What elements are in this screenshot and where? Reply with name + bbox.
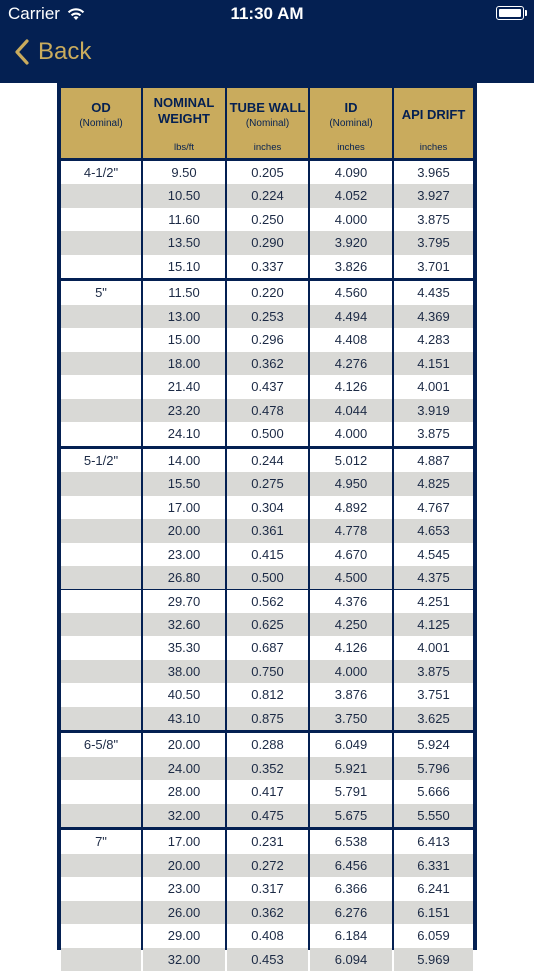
table-cell: 6.184	[310, 924, 392, 947]
table-cell: 24.00	[143, 757, 225, 780]
table-cell: 3.965	[394, 161, 473, 184]
table-cell: 0.417	[227, 780, 308, 803]
table-cell: 3.826	[310, 255, 392, 278]
table-cell: 6.456	[310, 854, 392, 877]
cell-od	[61, 328, 141, 351]
battery-icon	[496, 6, 524, 20]
cell-od	[61, 543, 141, 566]
table-cell: 32.00	[143, 804, 225, 827]
table-cell: 0.625	[227, 613, 308, 636]
table-cell: 4.126	[310, 636, 392, 659]
table-cell: 0.437	[227, 375, 308, 398]
table-row	[57, 707, 477, 730]
table-row	[57, 590, 477, 613]
table-cell: 0.875	[227, 707, 308, 730]
table-cell: 0.687	[227, 636, 308, 659]
cell-od: 7"	[61, 830, 141, 853]
table-row	[57, 877, 477, 900]
cell-od	[61, 231, 141, 254]
table-cell: 4.408	[310, 328, 392, 351]
table-cell: 0.288	[227, 733, 308, 756]
table-cell: 0.231	[227, 830, 308, 853]
table-row	[57, 449, 477, 472]
table-cell: 0.500	[227, 422, 308, 445]
cell-od	[61, 780, 141, 803]
table-cell: 11.60	[143, 208, 225, 231]
table-cell: 5.969	[394, 948, 473, 971]
table-cell: 0.415	[227, 543, 308, 566]
table-cell: 3.750	[310, 707, 392, 730]
table-row	[57, 161, 477, 184]
table-cell: 6.413	[394, 830, 473, 853]
table-cell: 6.241	[394, 877, 473, 900]
table-cell: 4.283	[394, 328, 473, 351]
table-cell: 4.044	[310, 399, 392, 422]
cell-od: 6-5/8"	[61, 733, 141, 756]
table-cell: 4.250	[310, 613, 392, 636]
table-cell: 6.094	[310, 948, 392, 971]
table-cell: 4.500	[310, 566, 392, 589]
table-cell: 6.151	[394, 901, 473, 924]
cell-od	[61, 707, 141, 730]
table-cell: 0.317	[227, 877, 308, 900]
table-cell: 4.494	[310, 305, 392, 328]
table-row	[57, 472, 477, 495]
table-row	[57, 948, 477, 971]
table-cell: 24.10	[143, 422, 225, 445]
table-cell: 4.778	[310, 519, 392, 542]
table-cell: 3.701	[394, 255, 473, 278]
table-cell: 4.251	[394, 590, 473, 613]
table-cell: 0.290	[227, 231, 308, 254]
table-row	[57, 660, 477, 683]
table-cell: 4.545	[394, 543, 473, 566]
table-cell: 0.453	[227, 948, 308, 971]
cell-od	[61, 948, 141, 971]
table-cell: 5.924	[394, 733, 473, 756]
table-cell: 4.001	[394, 375, 473, 398]
table-row	[57, 804, 477, 827]
table-cell: 6.538	[310, 830, 392, 853]
table-cell: 0.352	[227, 757, 308, 780]
table-cell: 4.000	[310, 660, 392, 683]
table-cell: 0.478	[227, 399, 308, 422]
table-cell: 0.408	[227, 924, 308, 947]
table-cell: 5.796	[394, 757, 473, 780]
navigation-bar	[0, 0, 534, 83]
table-header	[57, 83, 477, 161]
cell-od: 5-1/2"	[61, 449, 141, 472]
header-id: ID (Nominal) inches	[310, 88, 392, 158]
table-cell: 6.366	[310, 877, 392, 900]
table-cell: 5.550	[394, 804, 473, 827]
table-cell: 10.50	[143, 184, 225, 207]
table-cell: 5.675	[310, 804, 392, 827]
table-cell: 5.012	[310, 449, 392, 472]
table-row	[57, 830, 477, 853]
cell-od	[61, 683, 141, 706]
cell-od	[61, 877, 141, 900]
table-cell: 3.875	[394, 660, 473, 683]
cell-od	[61, 613, 141, 636]
table-cell: 40.50	[143, 683, 225, 706]
table-cell: 11.50	[143, 281, 225, 304]
table-cell: 0.205	[227, 161, 308, 184]
table-cell: 5.921	[310, 757, 392, 780]
cell-od	[61, 924, 141, 947]
table-cell: 17.00	[143, 496, 225, 519]
table-cell: 14.00	[143, 449, 225, 472]
header-tube-wall: TUBE WALL (Nominal) inches	[227, 88, 308, 158]
table-cell: 4.000	[310, 422, 392, 445]
table-cell: 4.950	[310, 472, 392, 495]
table-cell: 4.151	[394, 352, 473, 375]
cell-od	[61, 590, 141, 613]
table-row	[57, 613, 477, 636]
table-cell: 3.875	[394, 208, 473, 231]
cell-od	[61, 255, 141, 278]
table-cell: 20.00	[143, 733, 225, 756]
table-row	[57, 519, 477, 542]
table-cell: 23.20	[143, 399, 225, 422]
table-cell: 4.126	[310, 375, 392, 398]
table-cell: 3.795	[394, 231, 473, 254]
table-cell: 29.00	[143, 924, 225, 947]
table-cell: 6.049	[310, 733, 392, 756]
header-od: OD (Nominal)	[61, 88, 141, 158]
table-row	[57, 854, 477, 877]
table-cell: 23.00	[143, 543, 225, 566]
table-cell: 3.919	[394, 399, 473, 422]
table-cell: 4.369	[394, 305, 473, 328]
header-nominal-weight: NOMINAL WEIGHT lbs/ft	[143, 88, 225, 158]
table-row	[57, 780, 477, 803]
table-cell: 17.00	[143, 830, 225, 853]
table-cell: 29.70	[143, 590, 225, 613]
back-label: Back	[38, 38, 92, 65]
cell-od	[61, 184, 141, 207]
cell-od	[61, 422, 141, 445]
table-cell: 32.00	[143, 948, 225, 971]
table-cell: 0.500	[227, 566, 308, 589]
table-cell: 21.40	[143, 375, 225, 398]
table-cell: 4.435	[394, 281, 473, 304]
table-cell: 3.876	[310, 683, 392, 706]
table-cell: 3.625	[394, 707, 473, 730]
table-row	[57, 757, 477, 780]
table-cell: 0.337	[227, 255, 308, 278]
table-cell: 18.00	[143, 352, 225, 375]
table-cell: 4.560	[310, 281, 392, 304]
cell-od	[61, 660, 141, 683]
table-row	[57, 208, 477, 231]
table-row	[57, 281, 477, 304]
cell-od	[61, 399, 141, 422]
cell-od: 4-1/2"	[61, 161, 141, 184]
table-cell: 15.00	[143, 328, 225, 351]
table-cell: 15.10	[143, 255, 225, 278]
table-row	[57, 184, 477, 207]
table-row	[57, 305, 477, 328]
back-button[interactable]	[14, 38, 91, 66]
table-cell: 28.00	[143, 780, 225, 803]
table-cell: 5.791	[310, 780, 392, 803]
table-cell: 6.276	[310, 901, 392, 924]
table-row	[57, 566, 477, 589]
table-cell: 4.653	[394, 519, 473, 542]
table-row	[57, 328, 477, 351]
table-cell: 4.000	[310, 208, 392, 231]
table-cell: 3.927	[394, 184, 473, 207]
table-cell: 0.224	[227, 184, 308, 207]
table-cell: 0.244	[227, 449, 308, 472]
cell-od	[61, 496, 141, 519]
table-cell: 9.50	[143, 161, 225, 184]
table-cell: 6.059	[394, 924, 473, 947]
table-row	[57, 733, 477, 756]
table-cell: 0.304	[227, 496, 308, 519]
table-row	[57, 496, 477, 519]
table-cell: 0.750	[227, 660, 308, 683]
table-row	[57, 422, 477, 445]
table-cell: 20.00	[143, 854, 225, 877]
table-row	[57, 255, 477, 278]
status-time: 11:30 AM	[230, 4, 304, 23]
cell-od	[61, 519, 141, 542]
table-cell: 4.767	[394, 496, 473, 519]
table-cell: 15.50	[143, 472, 225, 495]
table-cell: 20.00	[143, 519, 225, 542]
table-cell: 4.670	[310, 543, 392, 566]
table-cell: 0.272	[227, 854, 308, 877]
table-cell: 0.220	[227, 281, 308, 304]
cell-od	[61, 901, 141, 924]
table-row	[57, 636, 477, 659]
table-cell: 43.10	[143, 707, 225, 730]
cell-od: 5"	[61, 281, 141, 304]
table-cell: 13.50	[143, 231, 225, 254]
table-cell: 3.920	[310, 231, 392, 254]
table-cell: 26.80	[143, 566, 225, 589]
table-cell: 0.275	[227, 472, 308, 495]
table-cell: 0.362	[227, 901, 308, 924]
casing-table	[57, 83, 477, 967]
table-row	[57, 399, 477, 422]
table-row	[57, 901, 477, 924]
table-cell: 4.887	[394, 449, 473, 472]
table-cell: 3.751	[394, 683, 473, 706]
table-cell: 4.276	[310, 352, 392, 375]
carrier-label: Carrier	[8, 4, 60, 23]
cell-od	[61, 305, 141, 328]
cell-od	[61, 208, 141, 231]
table-row	[57, 352, 477, 375]
table-cell: 0.812	[227, 683, 308, 706]
table-cell: 4.125	[394, 613, 473, 636]
cell-od	[61, 636, 141, 659]
cell-od	[61, 757, 141, 780]
table-cell: 5.666	[394, 780, 473, 803]
table-cell: 4.090	[310, 161, 392, 184]
table-cell: 0.362	[227, 352, 308, 375]
table-cell: 4.892	[310, 496, 392, 519]
cell-od	[61, 472, 141, 495]
table-cell: 0.562	[227, 590, 308, 613]
table-cell: 4.825	[394, 472, 473, 495]
table-cell: 32.60	[143, 613, 225, 636]
chevron-left-icon	[14, 38, 30, 66]
table-cell: 4.376	[310, 590, 392, 613]
cell-od	[61, 352, 141, 375]
table-cell: 0.250	[227, 208, 308, 231]
table-cell: 26.00	[143, 901, 225, 924]
header-api-drift: API DRIFT inches	[394, 88, 473, 158]
table-cell: 35.30	[143, 636, 225, 659]
table-cell: 0.296	[227, 328, 308, 351]
table-row	[57, 683, 477, 706]
table-cell: 13.00	[143, 305, 225, 328]
table-cell: 6.331	[394, 854, 473, 877]
cell-od	[61, 566, 141, 589]
table-cell: 3.875	[394, 422, 473, 445]
table-row	[57, 543, 477, 566]
table-cell: 4.375	[394, 566, 473, 589]
cell-od	[61, 854, 141, 877]
table-row	[57, 375, 477, 398]
table-cell: 0.361	[227, 519, 308, 542]
table-row	[57, 924, 477, 947]
table-cell: 4.052	[310, 184, 392, 207]
table-cell: 4.001	[394, 636, 473, 659]
table-cell: 0.253	[227, 305, 308, 328]
cell-od	[61, 804, 141, 827]
table-cell: 38.00	[143, 660, 225, 683]
table-row	[57, 231, 477, 254]
cell-od	[61, 375, 141, 398]
table-cell: 0.475	[227, 804, 308, 827]
table-cell: 23.00	[143, 877, 225, 900]
